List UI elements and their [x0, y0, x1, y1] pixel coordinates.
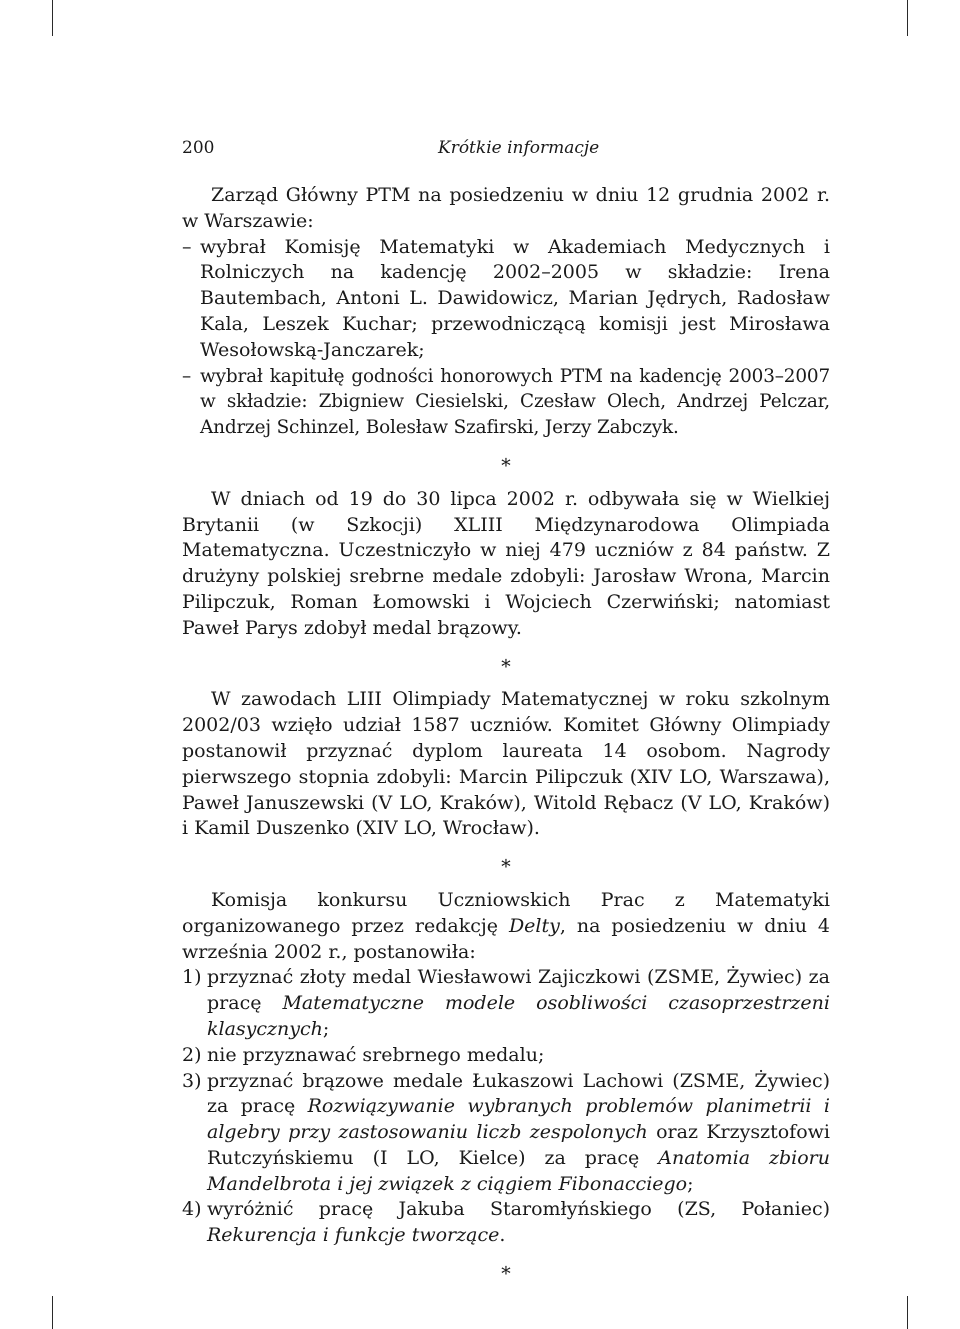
- section4-intro: [182, 888, 830, 965]
- item-end: .: [499, 1224, 506, 1247]
- section2-paragraph: W dniach od 19 do 30 lipca 2002 r. odbywała się w Wielkiej Brytanii (w Szkocji) XLIII Międzynarodowa Olimpiada Matematyczna. Uczestniczyło w niej 479 uczniów z 84 państw. Z drużyny polskiej srebrne medale zdobyli: Jarosław Wrona, Marcin Pilipczuk, Roman Łomowski i Wojciech Czerwiński; natomiast Paweł Parys zdobył medal brązowy.: [182, 487, 830, 639]
- work-title: Anatomia zbioru Mandelbrota i jej związek z ciągiem Fibonacciego: [207, 1146, 830, 1195]
- page-body: [182, 183, 830, 1295]
- list-item-text: [207, 1197, 830, 1249]
- list-item-text: wybrał kapitułę godności honorowych PTM na kadencję 2003–2007 w składzie: Zbigniew Ciesielski, Czesław Olech, Andrzej Pelczar, Andrzej Schinzel, Bolesław Szafirski, Jerzy Zabczyk.: [200, 365, 830, 439]
- list-marker: 1): [182, 966, 202, 989]
- item-text: przyznać złoty medal Wiesławowi Zajiczkowi (ZSME, Żywiec) za pracę: [207, 966, 830, 1015]
- list-item: [182, 1043, 830, 1069]
- list-item-text: nie przyznawać srebrnego medalu;: [207, 1043, 545, 1066]
- list-item-text: [207, 965, 830, 1042]
- list-item-text: wybrał Komisję Matematyki w Akademiach Medycznych i Rolniczych na kadencję 2002–2005 w składzie: Irena Bautembach, Antoni L. Dawidowicz, Marian Jędrych, Radosław Kala, Leszek Kuchar; przewodniczącą komisji jest Mirosława Wesołowską-Janczarek;: [200, 235, 830, 361]
- list-marker: 3): [182, 1069, 202, 1092]
- list-item: [182, 364, 830, 441]
- work-title: Rozwiązywanie wybranych problemów planimetrii i algebry przy zastosowaniu liczb zespolonych: [207, 1095, 830, 1144]
- item-end: ;: [687, 1172, 694, 1195]
- section-separator: ∗: [499, 651, 513, 674]
- list-marker: 4): [182, 1198, 202, 1221]
- item-text: przyznać brązowe medale Łukaszowi Lachowi (ZSME, Żywiec) za pracę: [207, 1069, 830, 1118]
- crop-mark-bottom-right: [907, 1296, 908, 1329]
- item-text: oraz Krzysztofowi Rutczyńskiemu (I LO, Kielce) za pracę: [207, 1121, 830, 1169]
- section-separator: ∗: [499, 1259, 513, 1282]
- dash-marker: –: [182, 235, 192, 258]
- list-item: [182, 235, 830, 364]
- crop-mark-bottom-left: [52, 1296, 53, 1329]
- list-item: [182, 1197, 830, 1249]
- section3-paragraph: W zawodach LIII Olimpiady Matematycznej w roku szkolnym 2002/03 wzięło udział 1587 uczniów. Komitet Główny Olimpiady postanowił przyznać dyplom laureata 14 osobom. Nagrody pierwszego stopnia zdobyli: Marcin Pilipczuk (XIV LO, Warszawa), Paweł Januszewski (V LO, Kraków), Witold Rębacz (V LO, Kraków) i Kamil Duszenko (XIV LO, Wrocław).: [182, 688, 830, 840]
- dash-marker: –: [182, 365, 192, 387]
- item-end: ;: [322, 1017, 330, 1040]
- journal-name: Delty: [508, 914, 560, 937]
- running-title: Krótkie informacje: [438, 138, 600, 158]
- intro-text: Komisja konkursu Uczniowskich Prac z Matematyki organizowanego przez redakcję: [182, 888, 830, 937]
- section-separator: ∗: [499, 852, 513, 875]
- item-text: wyróżnić pracę Jakuba Staromłyńskiego (ZS, Połaniec): [207, 1198, 830, 1221]
- intro-text: , na posiedzeniu w dniu 4 września 2002 r., postanowiła:: [182, 914, 830, 963]
- work-title: Matematyczne modele osobliwości czasoprzestrzeni klasycznych: [207, 992, 830, 1040]
- page-number: 200: [182, 138, 215, 158]
- list-item: [182, 965, 830, 1042]
- work-title: Rekurencja i funkcje tworzące: [207, 1224, 500, 1247]
- list-item-text: [207, 1069, 830, 1198]
- section-separator: ∗: [499, 450, 513, 473]
- list-item: [182, 1069, 830, 1198]
- crop-mark-top-right: [907, 0, 908, 36]
- list-marker: 2): [182, 1043, 202, 1066]
- section1-intro: Zarząd Główny PTM na posiedzeniu w dniu 12 grudnia 2002 r. w Warszawie:: [182, 184, 830, 232]
- crop-mark-top-left: [52, 0, 53, 36]
- running-header: [182, 138, 830, 164]
